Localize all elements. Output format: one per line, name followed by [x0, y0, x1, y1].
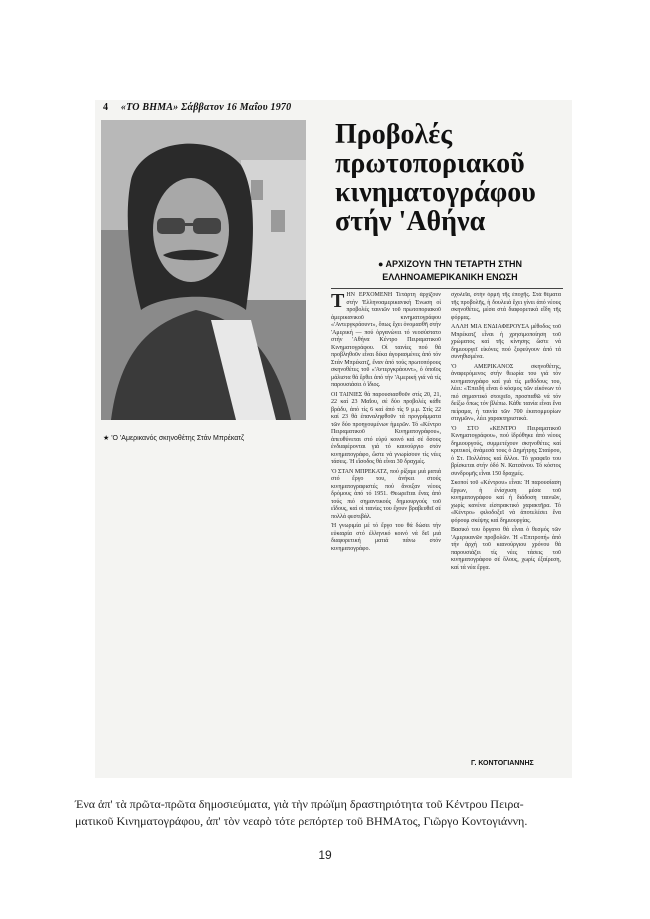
article-paragraph: 'Ο ΣΤΑΝ ΜΠΡΕΚΑΤΖ, πού ρίξαμε μιά ματιά στό ἔργο του, ἀνήκει στούς κινηματογραφιστές πού ἄνοιξαν νέους δρόμους ἀπό τό 1951. Θεωρεῖται ἕνας ἀπό τούς πιό σημαντικούς δημιουργούς τοῦ εἴδους, καί οἱ ταινίες του ἔχουν βραβευθεῖ σέ πολλά φεστιβάλ.	[331, 468, 441, 520]
article-column-2	[451, 292, 561, 778]
photo-caption: ★ 'Ο 'Αμερικανός σκηνοθέτης Στάν Μπρέκατζ	[103, 435, 245, 442]
masthead	[103, 102, 291, 113]
headline-line: κινηματογράφου	[335, 177, 536, 208]
subheadline-line: ● ΑΡΧΙΖΟΥΝ ΤΗΝ ΤΕΤΑΡΤΗ ΣΤΗΝ	[377, 259, 523, 269]
drop-cap: Τ	[331, 292, 345, 312]
article-paragraph: Ἡ γνωριμία μέ τό ἔργο του θά δώσει τήν εὐκαιρία στό ἑλληνικό κοινό νά δεῖ μιά διαφορετική ματιά πάνω στόν κινηματογράφο.	[331, 523, 441, 552]
masthead-text: «ΤΟ ΒΗΜΑ» Σάββατον 16 Μαΐου 1970	[120, 102, 292, 113]
article-paragraph: Βασικό του ὄργανο θά εἶναι ὁ θεσμός τῶν 'Αμερικανῶν προβολῶν. Ἡ «Ἐπιτροπή» ἀπό τήν ἀρχή τοῦ καινούργιου χρόνου θά παρουσιάζει τίς νέες τάσεις τοῦ κινηματογράφου σέ ὅλους, χωρίς ἐξαίρεση, καί τά νέα ἔργα.	[451, 527, 561, 571]
headline-line: Προβολές	[335, 119, 453, 150]
director-photo	[101, 120, 306, 420]
page-number: 19	[318, 848, 332, 862]
subheadline-line: ΕΛΛΗΝΟΑΜΕΡΙΚΑΝΙΚΗ ΕΝΩΣΗ	[382, 272, 518, 282]
page-caption-line: Ένα ἀπ' τὰ πρῶτα-πρῶτα δημοσιεύματα, γιὰ τὴν πρώϊμη δραστηριότητα τοῦ Κέντρου Πειρα-	[75, 797, 524, 811]
article-paragraph: σχολεῖα, στήν ὁρμή τῆς ἐποχῆς. Στά θέματα τῆς προβολῆς, ἡ δουλειά ἔχει γίνει ἀπό νέους σκηνοθέτες, μέσα στά διαφορετικά εἴδη τῆς φόρμας.	[451, 292, 561, 321]
headline	[335, 120, 570, 236]
article-paragraph: ΑΛΛΗ ΜΙΑ ΕΝΔΙΑΦΕΡΟΥΣΑ μέθοδος τοῦ Μπρέκατζ εἶναι ἡ χρησιμοποίηση τοῦ χρώματος καί τῆς κίνησης ὥστε νά δημιουργεῖ εἰκόνες πού ξεφεύγουν ἀπό τά συνηθισμένα.	[451, 324, 561, 360]
article-paragraph: 'Ο ΣΤΟ «ΚΕΝΤΡΟ Πειραματικοῦ Κινηματογράφου», πού ἱδρύθηκε ἀπό νέους δημιουργούς, συμμετέχουν σκηνοθέτες καί κριτικοί, ἀνάμεσά τους ὁ Δημήτρης Σταύρου, ὁ Στ. Πολλάτος καί ἄλλοι. Τό γραφεῖο του βρίσκεται στήν ὁδό Ν. Κατσάνου. Τό κόστος συνδρομῆς εἶναι 150 δραχμές.	[451, 425, 561, 477]
divider-rule	[331, 288, 563, 289]
director-photo-illustration	[101, 120, 306, 420]
headline-line: πρωτοποριακοῦ	[335, 148, 525, 179]
byline: Γ. ΚΟΝΤΟΓΙΑΝΝΗΣ	[471, 760, 534, 767]
article-paragraph: Σκοποί τοῦ «Κέντρου» εἶναι: Ἡ παρουσίαση ἔργων, ἡ ἐνίσχυση μέσα τοῦ κινηματογράφου καί ἡ διάδοση ταινιῶν, χωρίς κανένα εἰσπρακτικό χαρακτῆρα. Τό «Κέντρο» φιλοδοξεῖ νά ἀποτελέσει ἕνα φόρουμ σκέψης καί δημιουργίας.	[451, 480, 561, 524]
article-column-1	[331, 292, 441, 592]
page-caption-line: ματικοῦ Κινηματογράφου, ἀπ' τὸν νεαρὸ τότε ρεπόρτερ τοῦ ΒΗΜΑτος, Γιῶργο Κοντογιάννη.	[75, 814, 528, 828]
newspaper-clipping	[95, 100, 572, 778]
page-caption	[75, 796, 575, 830]
headline-line: στήν 'Αθήνα	[335, 206, 486, 237]
clipping-page-number: 4	[103, 102, 109, 113]
subheadline	[335, 258, 565, 284]
article-paragraph: ΟΙ ΤΑΙΝΙΕΣ θά παρουσιασθοῦν στίς 20, 21, 22 καί 23 Μαΐου, σέ δύο προβολές κάθε βράδυ, ἀπό τίς 6 καί ἀπό τίς 9 μ.μ. Στίς 22 καί 23 θά ἐπαναληφθοῦν τά προγράμματα τῶν δύο προηγουμένων ἡμερῶν. Τό «Κέντρο Πειραματικοῦ Κινηματογράφου», ἀπευθύνεται στό εὐρύ κοινό καί σέ ὅσους ἐνδιαφέρονται γιά τό καινούργιο στόν κινηματογράφο, ὥστε νά γνωρίσουν τίς νέες τάσεις. Ἡ εἴσοδος θά εἶναι 30 δραχμές.	[331, 391, 441, 465]
article-paragraph: ΗΝ ΕΡΧΟΜΕΝΗ Τετάρτη ἀρχίζουν στήν 'Ελληνοαμερικανική Ένωση οἱ προβολές ταινιῶν τοῦ πρωτοποριακοῦ ἀμερικανικοῦ κινηματογράφου «'Αντεργκράουντ», ὅπως ἔχει ὀνομασθῆ στήν 'Αμερική — πού ὀργανώνει τό νεοσύστατο στήν 'Αθήνα Κέντρο Πειραματικοῦ Κινηματογράφου. Οἱ ταινίες πού θά προβληθοῦν εἶναι δέκα ἀγορασμένες ἀπό τόν Στάν Μπρέκατζ, ἕναν ἀπό τούς πρωτοπόρους σκηνοθέτες τοῦ «'Αντεργκράουντ», ὁ ὁποῖος μάλιστα θά ἔρθει ἀπό τήν 'Αμερική γιά νά τίς παρουσιάσει ὁ ἴδιος.	[331, 292, 441, 388]
article-paragraph: 'Ο ΑΜΕΡΙΚΑΝΟΣ σκηνοθέτης, ἀναφερόμενος στήν θεωρία του γιά τόν κινηματογράφο καί γιά τίς μεθόδους του, λέει: «Ἐπειδή εἶναι ὁ κόσμος τῶν εἰκόνων τό πιό σημαντικό στοιχεῖο, προσπαθῶ νά τόν δείξω ὅπως τόν βλέπω. Κάθε ταινία εἶναι ἕνα πείραμα, ἡ ταινία τῶν 700 ἐκατομμυρίων στιγμῶν», λέει χαρακτηριστικά.	[451, 363, 561, 422]
